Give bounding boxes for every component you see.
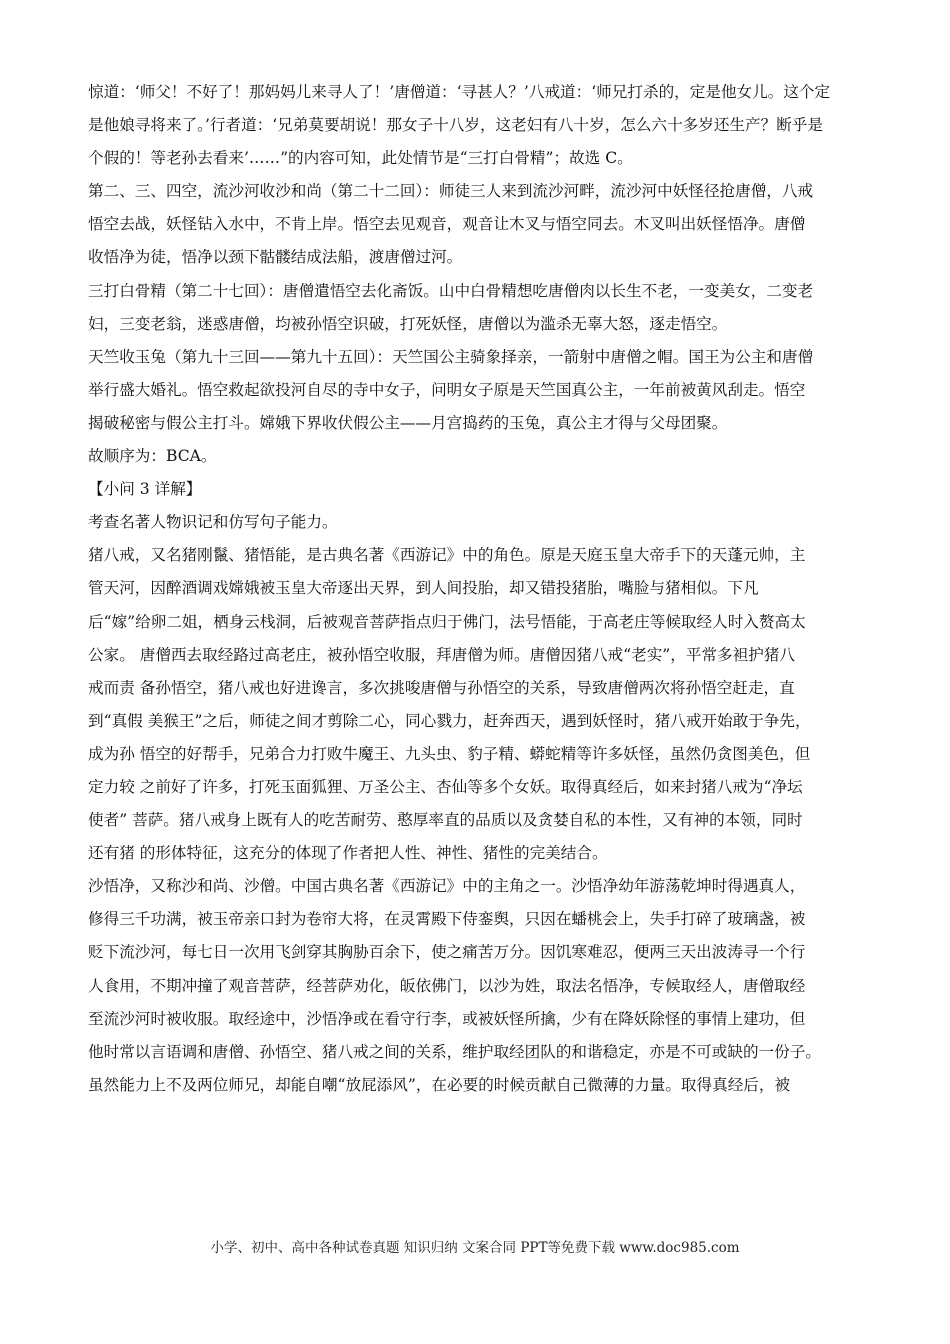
section-heading: 【小问 3 详解】 bbox=[88, 480, 202, 499]
text-line: 是他娘寻将来了。’行者道：‘兄弟莫要胡说！那女子十八岁，这老妇有八十岁，怎么六十多岁还生产？断乎是 bbox=[88, 116, 824, 135]
text-line: 沙悟净，又称沙和尚、沙僧。中国古典名著《西游记》中的主角之一。沙悟净幼年游荡乾坤时得遇真人， bbox=[88, 877, 806, 896]
text-line: 到“真假 美猴王”之后，师徒之间才剪除二心，同心戮力，赶奔西天，遇到妖怪时，猪八戒开始敢于争先， bbox=[88, 711, 811, 730]
text-line: 公家。 唐僧西去取经路过高老庄，被孙悟空收服，拜唐僧为师。唐僧因猪八戒“老实”，平常多袒护猪八 bbox=[88, 645, 796, 664]
text-line: 定力较 之前好了许多，打死玉面狐狸、万圣公主、杏仙等多个女妖。取得真经后，如来封猪八戒为“净坛 bbox=[88, 777, 803, 796]
document-body bbox=[88, 76, 878, 1102]
text-line: 故顺序为：BCA。 bbox=[88, 447, 217, 466]
text-line: 修得三千功满，被玉帝亲口封为卷帘大将，在灵霄殿下侍銮舆，只因在蟠桃会上，失手打碎了玻璃盏，被 bbox=[88, 910, 806, 929]
text-line: 个假的！等老孙去看来’……”的内容可知，此处情节是“三打白骨精”；故选 C。 bbox=[88, 149, 633, 168]
text-line: 使者” 菩萨。猪八戒身上既有人的吃苦耐劳、憨厚率直的品质以及贪婪自私的本性，又有神的本领，同时 bbox=[88, 811, 803, 830]
text-line: 收悟净为徒，悟净以颈下骷髅结成法船，渡唐僧过河。 bbox=[88, 248, 463, 267]
text-line: 他时常以言语调和唐僧、孙悟空、猪八戒之间的关系，维护取经团队的和谐稳定，亦是不可或缺的一份子。 bbox=[88, 1042, 821, 1061]
text-line: 人食用，不期冲撞了观音菩萨，经菩萨劝化，皈依佛门，以沙为姓，取法名悟净，专候取经人，唐僧取经 bbox=[88, 976, 806, 995]
text-line: 虽然能力上不及两位师兄，却能自嘲“放屁添风”，在必要的时候贡献自己微薄的力量。取得真经后，被 bbox=[88, 1075, 791, 1094]
text-line: 第二、三、四空，流沙河收沙和尚（第二十二回）：师徒三人来到流沙河畔，流沙河中妖怪径抢唐僧，八戒 bbox=[88, 182, 814, 201]
text-line: 戒而责 备孙悟空，猪八戒也好进谗言，多次挑唆唐僧与孙悟空的关系，导致唐僧两次将孙悟空赶走，直 bbox=[88, 678, 795, 697]
text-line: 猪八戒，又名猪刚鬣、猪悟能，是古典名著《西游记》中的角色。原是天庭玉皇大帝手下的天蓬元帅，主 bbox=[88, 546, 806, 565]
text-line: 还有猪 的形体特征，这充分的体现了作者把人性、神性、猪性的完美结合。 bbox=[88, 844, 608, 863]
text-line: 惊道：‘师父！不好了！那妈妈儿来寻人了！’唐僧道：‘寻甚人？’八戒道：‘师兄打杀的，定是他女儿。这个定 bbox=[88, 83, 831, 101]
page-footer: 小学、初中、高中各种试卷真题 知识归纳 文案合同 PPT等免费下载 www.doc985.com bbox=[210, 1240, 740, 1256]
text-line: 管天河，因醉酒调戏嫦娥被玉皇大帝逐出天界，到人间投胎，却又错投猪胎，嘴脸与猪相似。下凡 bbox=[88, 579, 759, 598]
text-line: 天竺收玉兔（第九十三回——第九十五回）：天竺国公主骑象择亲，一箭射中唐僧之帽。国王为公主和唐僧 bbox=[88, 347, 814, 366]
text-line: 至流沙河时被收服。取经途中，沙悟净或在看守行李，或被妖怪所擒，少有在降妖除怪的事情上建功，但 bbox=[88, 1009, 806, 1028]
text-line: 妇，三变老翁，迷惑唐僧，均被孙悟空识破，打死妖怪，唐僧以为滥杀无辜大怒，逐走悟空。 bbox=[88, 314, 728, 333]
text-line: 悟空去战，妖怪钻入水中，不肯上岸。悟空去见观音，观音让木叉与悟空同去。木叉叫出妖怪悟净。唐僧 bbox=[88, 215, 806, 234]
text-line: 三打白骨精（第二十七回）：唐僧遣悟空去化斋饭。山中白骨精想吃唐僧肉以长生不老，一变美女，二变老 bbox=[88, 281, 814, 300]
text-line: 后“嫁”给卵二姐，栖身云栈洞，后被观音菩萨指点归于佛门，法号悟能，于高老庄等候取经人时入赘高太 bbox=[88, 612, 806, 631]
text-line: 成为孙 悟空的好帮手，兄弟合力打败牛魔王、九头虫、豹子精、蟒蛇精等许多妖怪，虽然仍贪图美色，但 bbox=[88, 744, 811, 763]
text-line: 考查名著人物识记和仿写句子能力。 bbox=[88, 513, 338, 532]
text-line: 举行盛大婚礼。悟空救起欲投河自尽的寺中女子，问明女子原是天竺国真公主，一年前被黄风刮走。悟空 bbox=[88, 380, 806, 399]
text-line: 揭破秘密与假公主打斗。嫦娥下界收伏假公主——月宫捣药的玉兔，真公主才得与父母团聚。 bbox=[88, 413, 728, 432]
text-line: 贬下流沙河，每七日一次用飞剑穿其胸胁百余下，使之痛苦万分。因饥寒难忍，便两三天出波涛寻一个行 bbox=[88, 943, 806, 962]
